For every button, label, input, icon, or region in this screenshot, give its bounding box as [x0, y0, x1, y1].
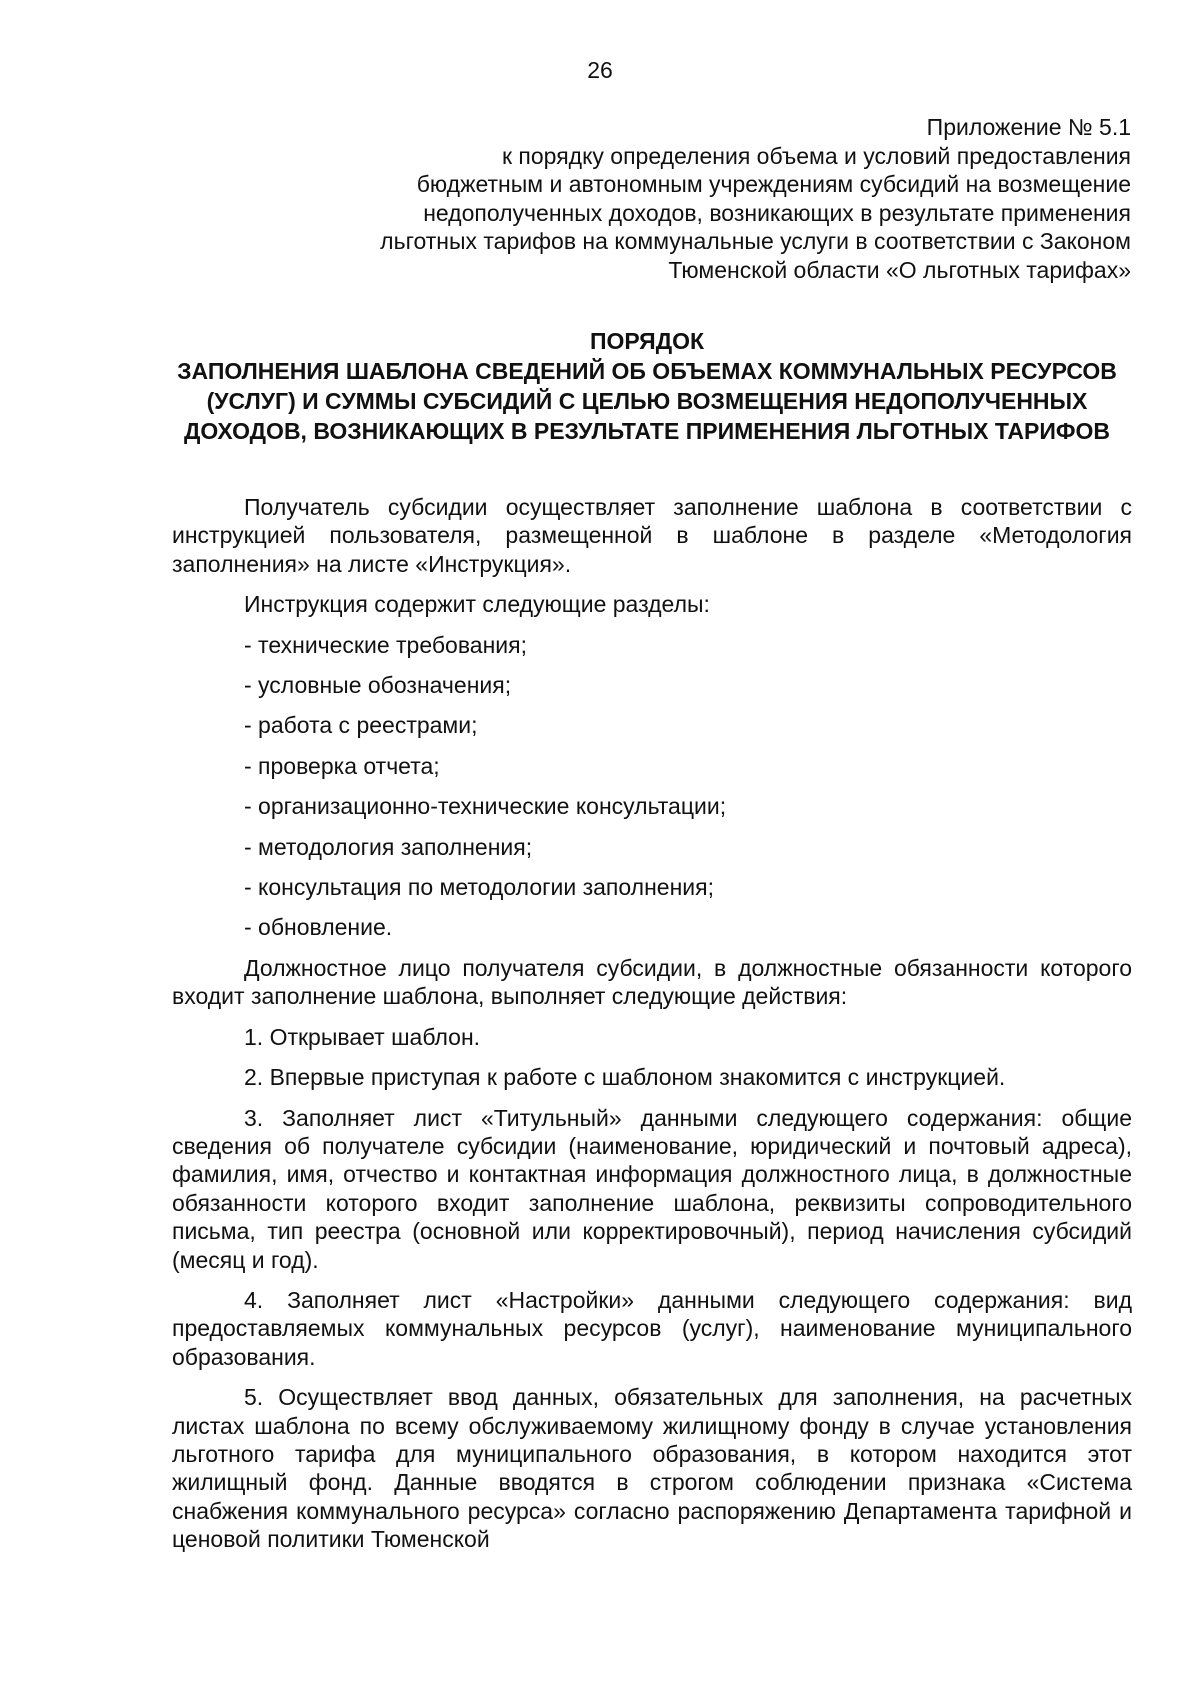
sections-intro: Инструкция содержит следующие разделы:: [244, 591, 710, 618]
list-item: - условные обозначения;: [244, 672, 512, 699]
list-item: - работа с реестрами;: [244, 712, 478, 739]
list-item: - методология заполнения;: [244, 833, 533, 860]
list-item: - технические требования;: [244, 631, 527, 658]
step-item: 3. Заполняет лист «Титульный» данными следующего содержания: общие сведения об получателе субсидии (наименование, юридический и почтовый адреса), фамилия, имя, отчество и контактная информация должностного лица, в должностные обязанности которого входит заполнение шаблона, реквизиты сопроводительного письма, тип реестра (основной или корректировочный), период начисления субсидий (месяц и год).: [172, 1104, 1132, 1273]
list-item: - обновление.: [244, 914, 393, 941]
sections-list: [172, 631, 1132, 942]
step-item: 4. Заполняет лист «Настройки» данными следующего содержания: вид предоставляемых коммунальных ресурсов (услуг), наименование муниципального образования.: [172, 1286, 1132, 1370]
step-item: 2. Впервые приступая к работе с шаблоном знакомится с инструкцией.: [244, 1064, 1006, 1091]
actions-intro: Должностное лицо получателя субсидии, в должностные обязанности которого входит заполнение шаблона, выполняет следующие действия:: [172, 954, 1132, 1010]
list-item: - проверка отчета;: [244, 752, 440, 779]
intro-paragraph: Получатель субсидии осуществляет заполнение шаблона в соответствии с инструкцией пользователя, размещенной в шаблоне в разделе «Методология заполнения» на листе «Инструкция».: [172, 494, 1132, 577]
appendix-line: бюджетным и автономным учреждениям субсидий на возмещение: [416, 171, 1131, 197]
list-item: - организационно-технические консультации;: [244, 793, 727, 820]
page-number: 26: [587, 57, 613, 83]
steps-list: [172, 1023, 1132, 1554]
appendix-line: льготных тарифов на коммунальные услуги в соответствии с Законом: [380, 228, 1131, 254]
step-item: 1. Открывает шаблон.: [244, 1023, 481, 1050]
document-title: [160, 326, 1134, 446]
step-item: 5. Осуществляет ввод данных, обязательных для заполнения, на расчетных листах шаблона по всему обслуживаемому жилищному фонду в случае установления льготного тарифа для муниципального образования, в котором находится этот жилищный фонд. Данные вводятся в строгом соблюдении признака «Система снабжения коммунального ресурса» согласно распоряжению Департамента тарифной и ценовой политики Тюменской: [172, 1384, 1132, 1553]
appendix-header: [231, 113, 1131, 284]
appendix-line: недополученных доходов, возникающих в результате применения: [423, 199, 1131, 226]
appendix-line: к порядку определения объема и условий предоставления: [501, 142, 1131, 169]
appendix-line: Тюменской области «О льготных тарифах»: [668, 256, 1131, 283]
appendix-line: Приложение № 5.1: [926, 114, 1131, 140]
document-body: [172, 493, 1132, 1554]
title-subtitle: ЗАПОЛНЕНИЯ ШАБЛОНА СВЕДЕНИЙ ОБ ОБЪЕМАХ КОММУНАЛЬНЫХ РЕСУРСОВ (УСЛУГ) И СУММЫ СУБСИДИЙ С ЦЕЛЬЮ ВОЗМЕЩЕНИЯ НЕДОПОЛУЧЕННЫХ ДОХОДОВ, ВОЗНИКАЮЩИХ В РЕЗУЛЬТАТЕ ПРИМЕНЕНИЯ ЛЬГОТНЫХ ТАРИФОВ: [177, 358, 1117, 444]
title-heading: ПОРЯДОК: [589, 328, 705, 354]
list-item: - консультация по методологии заполнения;: [244, 874, 714, 901]
